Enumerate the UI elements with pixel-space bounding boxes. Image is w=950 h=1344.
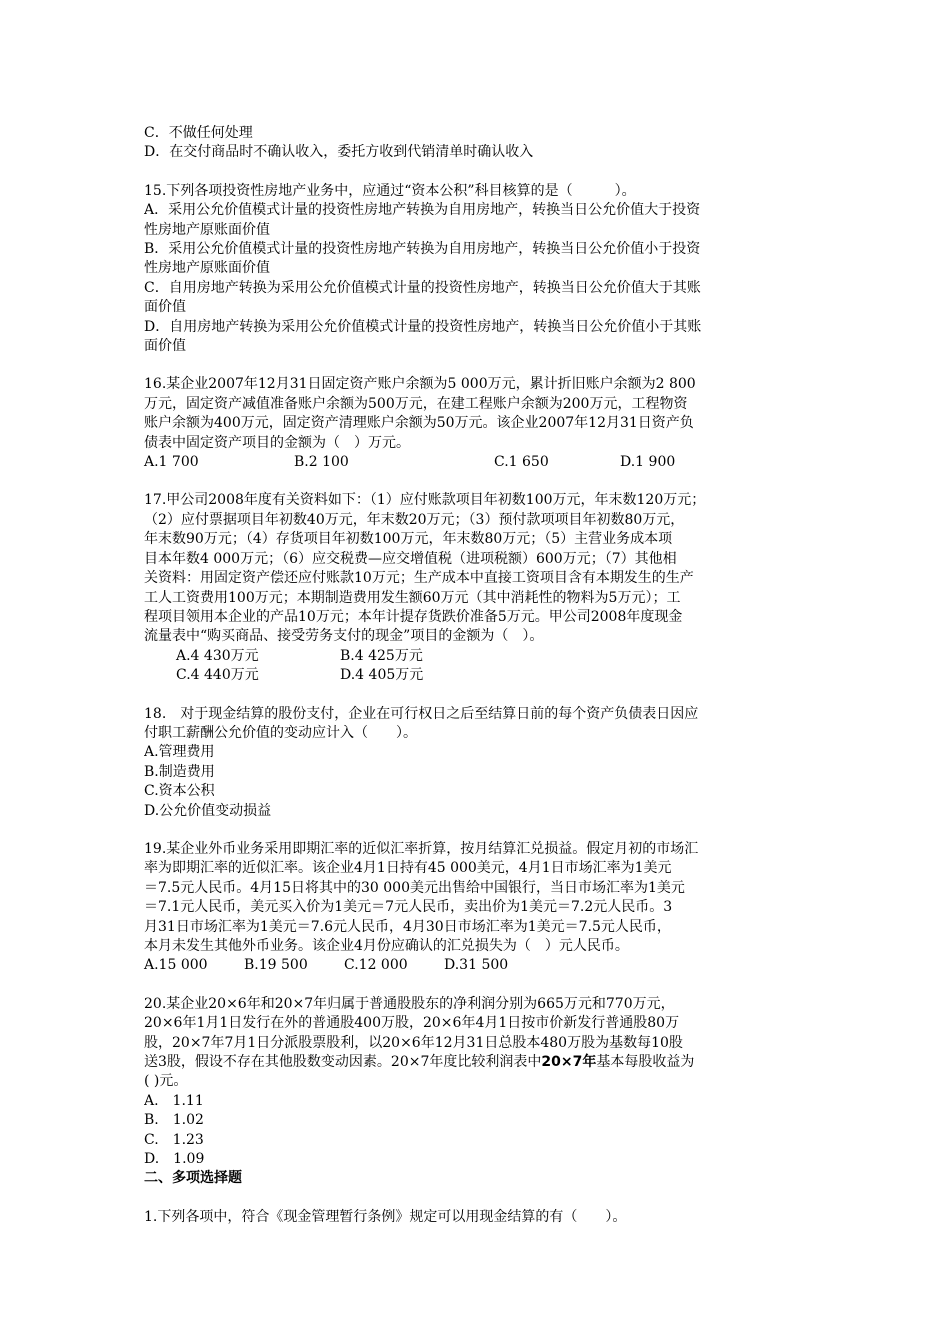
question-stem: 19.某企业外币业务采用即期汇率的近似汇率折算，按月结算汇兑损益。假定月初的市场汇 [144, 840, 699, 857]
question-stem-cont: ＝7.1元人民币，美元买入价为1美元＝7元人民币，卖出价为1美元＝7.2元人民币。3 [144, 899, 673, 916]
options-row [144, 956, 824, 975]
option-d: D．自用房地产转换为采用公允价值模式计量的投资性房地产，转换当日公允价值小于其账 [144, 318, 702, 335]
option-c: C．不做任何处理 [144, 125, 253, 141]
question-stem-cont: 月31日市场汇率为1美元＝7.6元人民币，4月30日市场汇率为1美元＝7.5元人民币， [144, 918, 671, 935]
option-d: D．在交付商品时不确认收入，委托方收到代销清单时确认收入 [144, 144, 534, 161]
options-row [144, 647, 824, 666]
stem-text: 送3股，假设不存在其他股数变动因素。20×7年度比较利润表中 [144, 1054, 542, 1070]
question-15 [144, 182, 824, 357]
options-row [144, 453, 824, 472]
option-a-cont: 性房地产原账面价值 [144, 221, 270, 238]
question-19 [144, 840, 824, 976]
option-a: A.15 000 [144, 957, 208, 974]
option-a: A．采用公允价值模式计量的投资性房地产转换为自用房地产，转换当日公允价值大于投资 [144, 202, 701, 219]
question-stem-cont: 万元，固定资产减值准备账户余额为500万元，在建工程账户余额为200万元，工程物资 [144, 395, 688, 412]
question-stem-cont: ( )元。 [144, 1073, 188, 1090]
option-b: B.2 100 [294, 454, 349, 471]
option-d: D. 1.09 [144, 1151, 205, 1168]
question-18 [144, 705, 824, 821]
question-stem-cont: 年末数90万元；（4）存货项目年初数100万元，年末数80万元；（5）主营业务成本项 [144, 531, 673, 548]
question-stem-cont: 20×6年1月1日发行在外的普通股400万股，20×6年4月1日按市价新发行普通股80万 [144, 1015, 680, 1032]
question-stem-cont: 流量表中“购买商品、接受劳务支付的现金”项目的金额为（ ）。 [144, 628, 544, 645]
option-a: A. 1.11 [144, 1092, 204, 1109]
question-stem-cont: 账户余额为400万元，固定资产清理账户余额为50万元。该企业2007年12月31日资产负 [144, 415, 694, 432]
question-stem-cont: 股，20×7年7月1日分派股票股利，以20×6年12月31日总股本480万股为基数每10股 [144, 1034, 683, 1051]
option-a: A.4 430万元 [176, 647, 259, 664]
option-c: C. 1.23 [144, 1131, 204, 1148]
question-stem-cont: 关资料：用固定资产偿还应付账款10万元；生产成本中直接工资项目含有本期发生的生产 [144, 570, 694, 587]
option-b: B．采用公允价值模式计量的投资性房地产转换为自用房地产，转换当日公允价值小于投资 [144, 241, 701, 258]
question-stem-cont: 目本年数4 000万元；（6）应交税费—应交增值税（进项税额）600万元；（7）其他相 [144, 550, 677, 567]
stem-bold-year: 20×7年 [541, 1054, 597, 1070]
question-stem-cont: 程项目领用本企业的产品10万元；本年计提存货跌价准备5万元。甲公司2008年度现金 [144, 608, 683, 625]
question-stem-cont: 本月未发生其他外币业务。该企业4月份应确认的汇兑损失为（ ）元人民币。 [144, 937, 629, 954]
question-stem-cont: 债表中固定资产项目的金额为（ ）万元。 [144, 434, 410, 451]
question-stem: 17.甲公司2008年度有关资料如下：（1）应付账款项目年初数100万元，年末数120万元； [144, 492, 706, 509]
options-row [144, 666, 824, 685]
option-b: B. 1.02 [144, 1112, 204, 1129]
question-stem: 20.某企业20×6年和20×7年归属于普通股股东的净利润分别为665万元和770万元， [144, 995, 675, 1012]
question-1: 1.下列各项中，符合《现金管理暂行条例》规定可以用现金结算的有（ ）。 [144, 1208, 627, 1225]
question-17 [144, 491, 824, 685]
section-heading: 二、多项选择题 [144, 1170, 242, 1187]
question-stem-cont: 付职工薪酬公允价值的变动应计入（ ）。 [144, 724, 417, 741]
option-c: C.4 440万元 [176, 667, 259, 684]
option-b: B.4 425万元 [340, 647, 423, 664]
option-c: C．自用房地产转换为采用公允价值模式计量的投资性房地产，转换当日公允价值大于其账 [144, 279, 701, 296]
question-stem-cont: 工人工资费用100万元；本期制造费用发生额60万元（其中消耗性的物料为5万元）；工 [144, 589, 681, 606]
question-stem: 18. 对于现金结算的股份支付，企业在可行权日之后至结算日前的每个资产负债表日因应 [144, 705, 699, 722]
stem-text: 基本每股收益为 [596, 1054, 695, 1070]
question-20 [144, 995, 824, 1170]
option-c: C.资本公积 [144, 783, 215, 800]
option-a: A.管理费用 [144, 744, 215, 761]
question-stem-cont: （2）应付票据项目年初数40万元，年末数20万元；（3）预付款项项目年初数80万元， [144, 511, 685, 528]
question-stem-cont: ＝7.5元人民币。4月15日将其中的30 000美元出售给中国银行，当日市场汇率为1美元 [144, 879, 685, 896]
option-c-cont: 面价值 [144, 299, 186, 316]
option-c: C.1 650 [494, 454, 549, 471]
question-stem: 16.某企业2007年12月31日固定资产账户余额为5 000万元，累计折旧账户余额为2 800 [144, 376, 696, 393]
option-b-cont: 性房地产原账面价值 [144, 260, 270, 277]
option-a: A.1 700 [144, 454, 199, 471]
question-stem: 15.下列各项投资性房地产业务中，应通过“资本公积”科目核算的是（ ）。 [144, 182, 636, 199]
option-d-cont: 面价值 [144, 338, 186, 355]
option-d: D.公允价值变动损益 [144, 802, 272, 819]
option-b: B.制造费用 [144, 763, 215, 780]
question-stem-cont [144, 1053, 824, 1072]
option-b: B.19 500 [244, 957, 308, 974]
exam-content [144, 124, 824, 1227]
option-d: D.4 405万元 [340, 667, 424, 684]
question-stem-cont: 率为即期汇率的近似汇率。该企业4月1日持有45 000美元，4月1日市场汇率为1美元 [144, 860, 672, 877]
option-d: D.31 500 [444, 957, 509, 974]
question-16 [144, 375, 824, 472]
option-d: D.1 900 [620, 454, 676, 471]
option-c: C.12 000 [344, 957, 408, 974]
